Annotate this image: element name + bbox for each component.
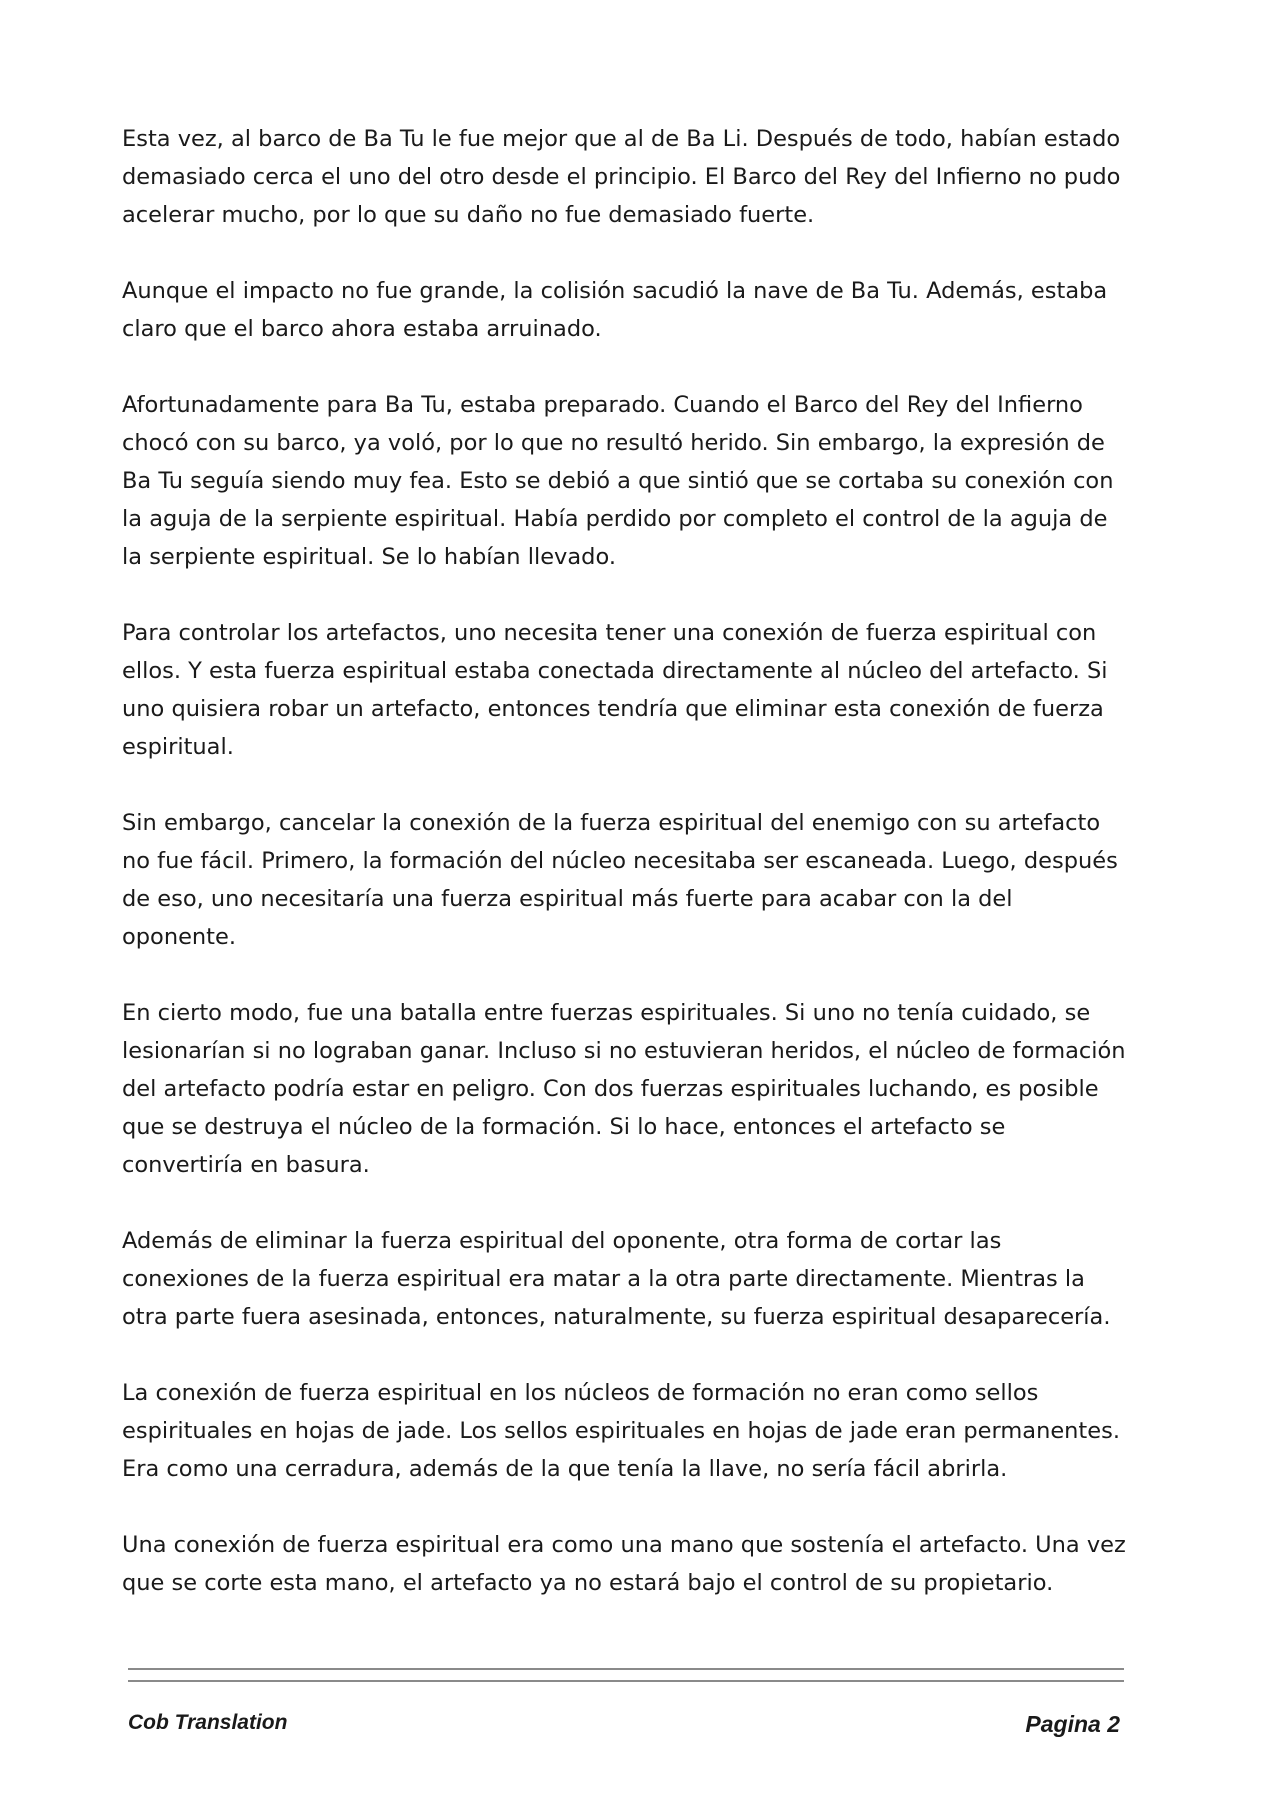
paragraph-5: Sin embargo, cancelar la conexión de la fuerza espiritual del enemigo con su artefacto no fue fácil. Primero, la formación del núcleo necesitaba ser escaneada. Luego, después de eso, uno necesitaría una fuerza espiritual más fuerte para acabar con la del oponente. — [122, 810, 1118, 950]
footer-divider-bottom — [128, 1680, 1124, 1682]
paragraph-4: Para controlar los artefactos, uno necesita tener una conexión de fuerza espiritual con ellos. Y esta fuerza espiritual estaba conectada directamente al núcleo del artefacto. Si uno quisiera robar un artefacto, entonces tendría que eliminar esta conexión de fuerza espiritual. — [122, 620, 1108, 760]
paragraph-1: Esta vez, al barco de Ba Tu le fue mejor que al de Ba Li. Después de todo, habían estado demasiado cerca el uno del otro desde el principio. El Barco del Rey del Infierno no pudo acelerar mucho, por lo que su daño no fue demasiado fuerte. — [122, 126, 1121, 228]
paragraph-8: La conexión de fuerza espiritual en los núcleos de formación no eran como sellos espirituales en hojas de jade. Los sellos espirituales en hojas de jade eran permanentes. Era como una cerradura, además de la que tenía la llave, no sería fácil abrirla. — [122, 1380, 1120, 1482]
footer-divider-top — [128, 1668, 1124, 1670]
paragraph-2: Aunque el impacto no fue grande, la colisión sacudió la nave de Ba Tu. Además, estaba claro que el barco ahora estaba arruinado. — [122, 278, 1108, 342]
paragraph-3: Afortunadamente para Ba Tu, estaba preparado. Cuando el Barco del Rey del Infierno chocó con su barco, ya voló, por lo que no resultó herido. Sin embargo, la expresión de Ba Tu seguía siendo muy fea. Esto se debió a que sintió que se cortaba su conexión con la aguja de la serpiente espiritual. Había perdido por completo el control de la aguja de la serpiente espiritual. Se lo habían llevado. — [122, 392, 1114, 570]
footer-credit: Cob Translation — [128, 1711, 288, 1734]
document-body — [122, 120, 1132, 1640]
paragraph-6: En cierto modo, fue una batalla entre fuerzas espirituales. Si uno no tenía cuidado, se lesionarían si no lograban ganar. Incluso si no estuvieran heridos, el núcleo de formación del artefacto podría estar en peligro. Con dos fuerzas espirituales luchando, es posible que se destruya el núcleo de la formación. Si lo hace, entonces el artefacto se convertiría en basura. — [122, 1000, 1126, 1178]
footer-page-number: Pagina 2 — [1025, 1711, 1120, 1737]
paragraph-7: Además de eliminar la fuerza espiritual del oponente, otra forma de cortar las conexiones de la fuerza espiritual era matar a la otra parte directamente. Mientras la otra parte fuera asesinada, entonces, naturalmente, su fuerza espiritual desaparecería. — [122, 1228, 1111, 1330]
paragraph-9: Una conexión de fuerza espiritual era como una mano que sostenía el artefacto. Una vez que se corte esta mano, el artefacto ya no estará bajo el control de su propietario. — [122, 1532, 1126, 1596]
